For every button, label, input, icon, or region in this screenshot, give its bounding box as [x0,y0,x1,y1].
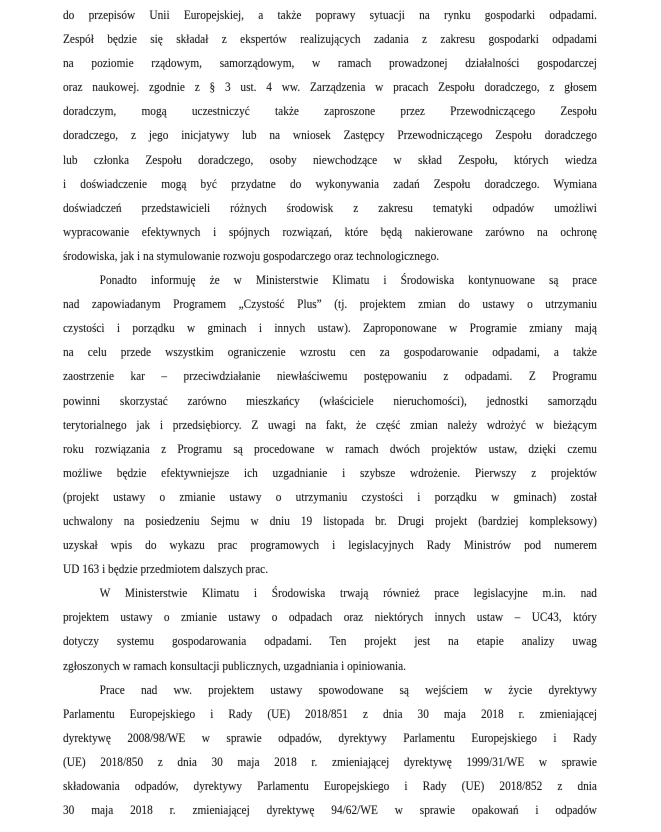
text-line: na celu przede wszystkim ograniczenie wzrostu cen za gospodarowanie odpadami, a także [63,344,597,360]
text-block [63,3,597,822]
text-line: dyrektywę 2008/98/WE w sprawie odpadów, dyrektywy Parlamentu Europejskiego i Rady [63,729,597,745]
text-line: oraz naukowej. zgodnie z § 3 ust. 4 ww. Zarządzenia w pracach Zespołu doradczego, z głosem [63,79,597,95]
text-line: Ponadto informuję że w Ministerstwie Klimatu i Środowiska kontynuowane są prace [99,272,597,288]
text-line: lub członka Zespołu doradczego, osoby niewchodzące w skład Zespołu, których wiedza [63,151,597,167]
text-line: na poziomie rządowym, samorządowym, w ramach prowadzonej działalności gospodarczej [63,55,597,71]
text-line: roku rozwiązania z Programu są procedowane w ramach dwóch projektów ustaw, dzięki czemu [63,440,597,456]
text-line: doświadczeń przedstawicieli różnych środowisk z zakresu tematyki odpadów umożliwi [63,199,597,215]
text-line: czystości i porządku w gminach i innych ustaw). Zaproponowane w Programie zmiany mają [63,320,597,336]
text-line: (projekt ustawy o zmianie ustawy o utrzymaniu czystości i porządku w gminach) został [63,488,597,504]
text-line: 30 maja 2018 r. zmieniającej dyrektywę 94/62/WE w sprawie opakowań i odpadów [63,802,597,818]
paragraph-1 [63,3,597,268]
text-line: do przepisów Unii Europejskiej, a także poprawy sytuacji na rynku gospodarki odpadami. [63,7,597,22]
text-line: UD 163 i będzie przedmiotem dalszych prac. [63,561,269,577]
text-line: zaostrzenie kar – przeciwdziałanie niewłaściwemu postępowaniu z odpadami. Z Programu [63,368,597,384]
text-line: doradczym, mogą uczestniczyć także zaproszone przez Przewodniczącego Zespołu [63,103,597,119]
text-line: projektem ustawy o zmianie ustawy o odpadach oraz niektórych innych ustaw – UC43, który [63,609,597,625]
text-line: uzyskał wpis do wykazu prac programowych i legislacyjnych Rady Ministrów pod numerem [63,537,597,553]
text-line: doradczego, z jego inicjatywy lub na wniosek Zastępcy Przewodniczącego Zespołu doradczego [63,127,597,143]
text-line: możliwe będzie efektywniejsze ich uzgadnianie i szybsze wdrożenie. Pierwszy z projektów [63,464,597,480]
paragraph-3 [63,581,597,677]
text-line: uchwalony na posiedzeniu Sejmu w dniu 19 listopada br. Drugi projekt (bardziej kompleksowy) [63,512,597,528]
text-line: dotyczy systemu gospodarowania odpadami. Ten projekt jest na etapie analizy uwag [63,633,597,649]
paragraph-2 [63,268,597,581]
text-line: Parlamentu Europejskiego i Rady (UE) 2018/851 z dnia 30 maja 2018 r. zmieniającej [63,705,597,721]
text-line: wypracowanie efektywnych i spójnych rozwiązań, które będą nakierowane zarówno na ochronę [63,223,597,239]
text-line: terytorialnego jak i przedsiębiorcy. Z uwagi na fakt, że część zmian należy wdrożyć w bieżącym [63,416,597,432]
text-line: składowania odpadów, dyrektywy Parlamentu Europejskiego i Rady (UE) 2018/852 z dnia [63,778,597,793]
text-line: nad zapowiadanym Programem „Czystość Plus” (tj. projektem zmian do ustawy o utrzymaniu [63,296,597,312]
text-line: Zespół będzie się składał z ekspertów realizujących zadania z zakresu gospodarki odpadami [63,31,597,47]
text-line: i doświadczenie mogą być przydatne do wykonywania zadań Zespołu doradczego. Wymiana [63,175,597,191]
text-line: Prace nad ww. projektem ustawy spowodowane są wejściem w życie dyrektywy [99,681,597,697]
paragraph-4 [63,678,597,823]
text-line: (UE) 2018/850 z dnia 30 maja 2018 r. zmieniającej dyrektywę 1999/31/WE w sprawie [63,753,597,769]
text-line: środowiska, jak i na stymulowanie rozwoju gospodarczego oraz technologicznego. [63,247,440,263]
text-line: zgłoszonych w ramach konsultacji publicznych, uzgadniania i opiniowania. [63,657,407,673]
text-line: powinni skorzystać zarówno mieszkańcy (właściciele nieruchomości), jednostki samorządu [63,392,597,408]
text-line: W Ministerstwie Klimatu i Środowiska trwają również prace legislacyjne m.in. nad [99,585,597,601]
